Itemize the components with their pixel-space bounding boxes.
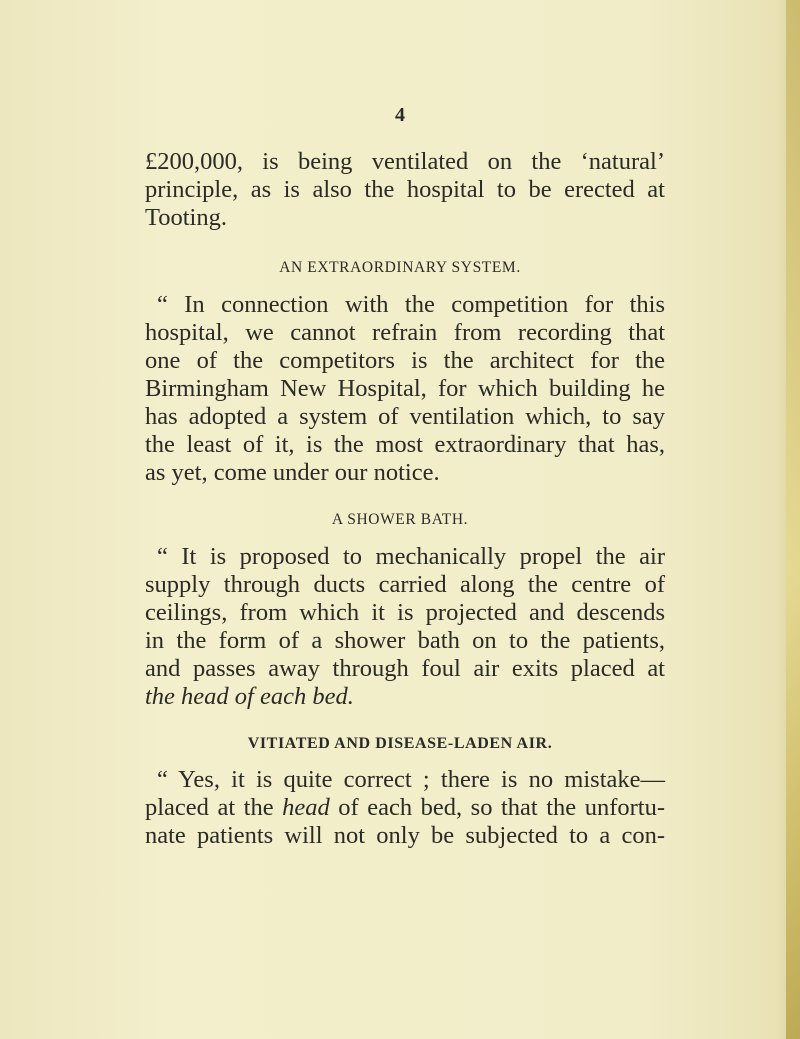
- text-line: one of the competitors is the architect for the: [145, 347, 665, 374]
- page-number: 4: [395, 104, 405, 126]
- text-line-italic: [145, 683, 665, 711]
- text-line: hospital, we cannot refrain from recording that: [145, 319, 665, 346]
- italic-text: the head of each bed.: [145, 683, 354, 710]
- italic-text: head: [282, 794, 330, 821]
- text-line: in the form of a shower bath on to the patients,: [145, 627, 665, 654]
- text-line: [145, 794, 665, 822]
- paragraph-1: [145, 148, 665, 232]
- section-heading-extraordinary-system: AN EXTRAORDINARY SYSTEM.: [279, 259, 521, 276]
- text-line: as yet, come under our notice.: [145, 459, 440, 486]
- text-span: of each bed, so that the unfortu-: [329, 794, 665, 821]
- paragraph-3: [145, 543, 665, 711]
- text-line: Tooting.: [145, 204, 227, 231]
- paragraph-2: [145, 291, 665, 487]
- text-line: and passes away through foul air exits placed at: [145, 655, 665, 682]
- text-line: “ In connection with the competition for this: [157, 291, 665, 318]
- text-span: placed at the: [145, 794, 283, 821]
- section-heading-vitiated-air: VITIATED AND DISEASE-LADEN AIR.: [247, 735, 553, 752]
- text-line: ceilings, from which it is projected and descends: [145, 599, 665, 626]
- text-line: principle, as is also the hospital to be erected at: [145, 176, 665, 203]
- text-line: £200,000, is being ventilated on the ‘natural’: [145, 148, 665, 175]
- text-line: has adopted a system of ventilation which, to say: [145, 403, 665, 430]
- text-line: supply through ducts carried along the centre of: [145, 571, 665, 598]
- text-line: “ It is proposed to mechanically propel the air: [157, 543, 665, 570]
- text-line: Birmingham New Hospital, for which building he: [145, 375, 665, 402]
- text-line: the least of it, is the most extraordinary that has,: [145, 431, 665, 458]
- section-heading-shower-bath: A SHOWER BATH.: [331, 511, 469, 528]
- text-line: “ Yes, it is quite correct ; there is no mistake—: [157, 766, 665, 793]
- text-line: nate patients will not only be subjected to a con-: [145, 822, 665, 849]
- paragraph-4: [145, 766, 665, 850]
